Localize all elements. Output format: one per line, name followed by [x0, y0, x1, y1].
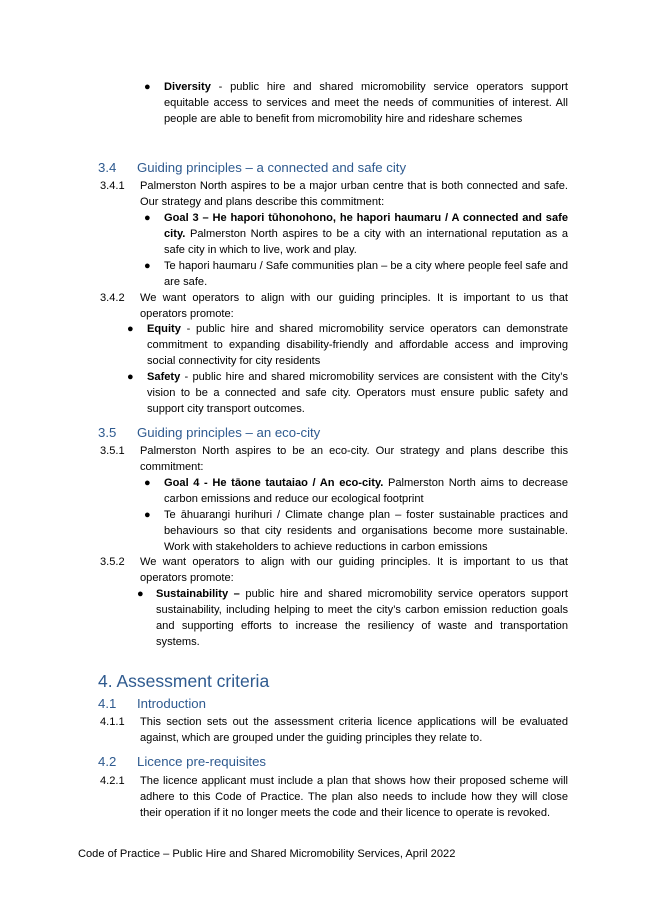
- bullet-icon: ●: [144, 477, 151, 489]
- para-number: 3.4.1: [100, 180, 125, 192]
- bullet-icon: ●: [144, 81, 151, 93]
- climate-plan-bullet: Te āhuarangi hurihuri / Climate change plan – foster sustainable practices and behaviours so that city residents and organisations become more sustainable. Work with stakeholders to achieve reductions in carbon emissions: [164, 509, 568, 553]
- diversity-label: Diversity: [164, 81, 211, 93]
- para-4-2-1: The licence applicant must include a plan that shows how their proposed scheme will adhere to this Code of Practice. The plan also needs to include how they will close their operation if it no longer meets the code and their licence to operate is revoked.: [140, 775, 568, 819]
- bullet-icon: ●: [144, 509, 151, 521]
- bullet-icon: ●: [127, 323, 134, 335]
- para-3-4-2: We want operators to align with our guiding principles. It is important to us that operators promote:: [140, 292, 568, 320]
- bullet-icon: ●: [137, 588, 144, 600]
- goal-3-bullet: Goal 3 – He hapori tūhonohono, he hapori haumaru / A connected and safe city. Palmerston North aspires to be a city with an international reputation as a safe city in which to live, work and play.: [164, 212, 568, 256]
- para-4-1-1: This section sets out the assessment criteria licence applications will be evaluated against, which are grouped under the guiding principles they relate to.: [140, 716, 568, 744]
- para-3-4-1: Palmerston North aspires to be a major urban centre that is both connected and safe. Our strategy and plans describe this commitment:: [140, 180, 568, 208]
- page-footer: Code of Practice – Public Hire and Shared Micromobility Services, April 2022: [78, 848, 456, 860]
- sustainability-bullet: Sustainability – public hire and shared micromobility service operators support sustainability, including helping to meet the city’s carbon emission reduction goals and supporting efforts to increase the resiliency of waste and transportation systems.: [156, 588, 568, 648]
- para-number: 4.2.1: [100, 775, 125, 787]
- para-number: 3.4.2: [100, 292, 125, 304]
- bullet-icon: ●: [144, 212, 151, 224]
- para-3-5-2: We want operators to align with our guiding principles. It is important to us that operators promote:: [140, 556, 568, 584]
- safe-communities-bullet: Te hapori haumaru / Safe communities plan – be a city where people feel safe and are safe.: [164, 260, 568, 288]
- section-4-1-heading: 4.1 Introduction: [98, 696, 206, 711]
- equity-bullet: Equity - public hire and shared micromobility service operators can demonstrate commitment to expanding disability-friendly and affordable access and improving social connectivity for city residents: [147, 323, 568, 367]
- goal-4-bullet: Goal 4 - He tāone tautaiao / An eco-city. Palmerston North aims to decrease carbon emissions and reduce our ecological footprint: [164, 477, 568, 505]
- safety-bullet: Safety - public hire and shared micromobility services are consistent with the City’s vision to be a connected and safe city. Operators must ensure public safety and support city transport outcomes.: [147, 371, 568, 415]
- section-4-2-heading: 4.2 Licence pre-requisites: [98, 754, 267, 769]
- para-number: 3.5.1: [100, 445, 125, 457]
- section-3-5-heading: 3.5 Guiding principles – an eco-city: [98, 425, 321, 440]
- section-4-heading: 4. Assessment criteria: [98, 671, 270, 691]
- bullet-icon: ●: [127, 371, 134, 383]
- diversity-text: Diversity - public hire and shared micromobility service operators support equitable access to services and meet the needs of communities of interest. All people are able to benefit from micromobility hire and rideshare schemes: [164, 81, 568, 125]
- bullet-icon: ●: [144, 260, 151, 272]
- para-3-5-1: Palmerston North aspires to be an eco-city. Our strategy and plans describe this commitment:: [140, 445, 568, 473]
- section-3-4-heading: 3.4 Guiding principles – a connected and safe city: [98, 160, 407, 175]
- para-number: 4.1.1: [100, 716, 125, 728]
- para-number: 3.5.2: [100, 556, 125, 568]
